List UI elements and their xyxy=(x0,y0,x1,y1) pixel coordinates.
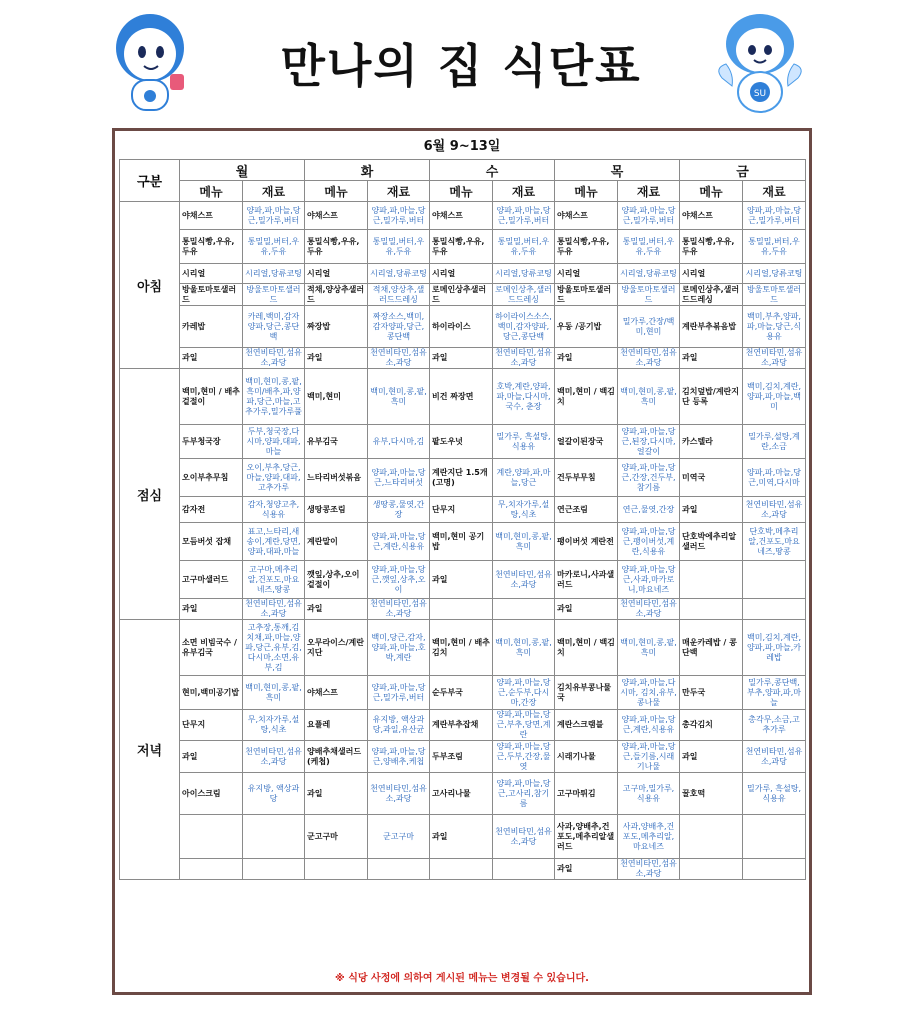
menu-cell: 단무지 xyxy=(430,497,493,523)
ingredient-cell: 양파,파,마늘,당근,밀가루,버터 xyxy=(493,202,555,230)
ingredient-cell: 총각무,소금,고추가루 xyxy=(743,710,806,741)
menu-cell: 총각김치 xyxy=(680,710,743,741)
menu-cell: 아이스크림 xyxy=(180,773,243,815)
menu-cell: 과일 xyxy=(555,859,618,880)
menu-cell: 미역국 xyxy=(680,459,743,497)
day-header: 목 xyxy=(555,160,680,181)
meal-label: 저녁 xyxy=(120,620,180,880)
table-row xyxy=(120,264,806,284)
ingredient-cell: 천연비타민,섬유소,과당 xyxy=(243,741,305,773)
ingredient-cell xyxy=(243,859,305,880)
day-header: 금 xyxy=(680,160,806,181)
ingredient-cell: 천연비타민,섬유소,과당 xyxy=(368,773,430,815)
menu-cell: 로메인상추,샐러드드레싱 xyxy=(680,284,743,306)
menu-cell: 계란스크램블 xyxy=(555,710,618,741)
menu-col-header: 메뉴 xyxy=(680,181,743,202)
ingredient-cell: 유부,다시마,김 xyxy=(368,425,430,459)
ingredient-cell: 양파,파,마늘,당근,간장,건두부,참기름 xyxy=(618,459,680,497)
menu-cell: 과일 xyxy=(305,348,368,369)
table-row xyxy=(120,459,806,497)
menu-cell: 과일 xyxy=(430,815,493,859)
menu-cell: 시래기나물 xyxy=(555,741,618,773)
table-row xyxy=(120,202,806,230)
ingredient-cell: 백미,현미,콩,팥,흑미 xyxy=(618,620,680,676)
menu-cell: 과일 xyxy=(680,348,743,369)
ingredient-cell: 시리얼,당류코팅 xyxy=(618,264,680,284)
menu-cell: 고구마튀김 xyxy=(555,773,618,815)
ingredient-cell: 천연비타민,섬유소,과당 xyxy=(243,599,305,620)
table-row xyxy=(120,306,806,348)
menu-cell: 과일 xyxy=(180,348,243,369)
menu-cell xyxy=(680,859,743,880)
ingredient-cell: 천연비타민,섬유소,과당 xyxy=(493,561,555,599)
menu-cell: 과일 xyxy=(430,561,493,599)
ingredient-cell: 하이라이스소스,백미,감자양파,당근,콩단백 xyxy=(493,306,555,348)
menu-cell: 요플레 xyxy=(305,710,368,741)
menu-cell: 백미,현미 xyxy=(305,369,368,425)
ingredient-cell: 양파,파,마늘,당근,부추,당면,계란 xyxy=(493,710,555,741)
menu-cell: 고구마샐러드 xyxy=(180,561,243,599)
ingredient-cell: 천연비타민,섬유소,과당 xyxy=(743,348,806,369)
table-row xyxy=(120,599,806,620)
ingredient-cell: 백미,현미,콩,팥,흑미/배추,파,양파,당근,마늘,고추가루,밀가루풀 xyxy=(243,369,305,425)
menu-cell: 사과,양배추,건포도,메추리알샐러드 xyxy=(555,815,618,859)
ingredient-cell: 양파,파,마늘,당근,밀가루,버터 xyxy=(243,202,305,230)
menu-cell: 적채,양상추샐러드 xyxy=(305,284,368,306)
ingredient-cell: 밀가루,콩단백,부추,양파,파,마늘 xyxy=(743,676,806,710)
ingredient-cell: 시리얼,당류코팅 xyxy=(368,264,430,284)
table-row xyxy=(120,561,806,599)
ingredient-cell: 방울토마토샐러드 xyxy=(743,284,806,306)
menu-cell: 군고구마 xyxy=(305,815,368,859)
ingredient-cell: 군고구마 xyxy=(368,815,430,859)
ingredient-cell xyxy=(493,599,555,620)
menu-cell: 백미,현미 공기밥 xyxy=(430,523,493,561)
menu-cell: 만두국 xyxy=(680,676,743,710)
ingredient-cell: 양파,파,마늘,당근,된장,다시마,얼갈이 xyxy=(618,425,680,459)
meal-label: 점심 xyxy=(120,369,180,620)
ingredient-cell: 시리얼,당류코팅 xyxy=(743,264,806,284)
menu-cell: 과일 xyxy=(305,773,368,815)
menu-cell: 하이라이스 xyxy=(430,306,493,348)
ingredient-cell: 밀가루,간장/백미,현미 xyxy=(618,306,680,348)
table-row xyxy=(120,859,806,880)
ingredient-cell: 천연비타민,섬유소,과당 xyxy=(618,599,680,620)
menu-col-header: 메뉴 xyxy=(180,181,243,202)
menu-cell: 백미,현미 / 배추김치 xyxy=(430,620,493,676)
menu-cell: 순두부국 xyxy=(430,676,493,710)
mascot-right-icon xyxy=(712,8,808,118)
menu-cell: 우동 /공기밥 xyxy=(555,306,618,348)
ingredient-cell: 오이,부추,당근,마늘,양파,대파,고추가루 xyxy=(243,459,305,497)
ingredient-cell: 백미,현미,콩,팥,흑미 xyxy=(243,676,305,710)
menu-cell: 과일 xyxy=(555,599,618,620)
menu-cell: 시리얼 xyxy=(430,264,493,284)
menu-cell: 두부조림 xyxy=(430,741,493,773)
ingredient-cell: 감자,청양고추,식용유 xyxy=(243,497,305,523)
menu-cell: 오무라이스/계란지단 xyxy=(305,620,368,676)
menu-cell: 계란부추볶음밥 xyxy=(680,306,743,348)
ingredient-cell: 천연비타민,섬유소,과당 xyxy=(618,348,680,369)
ingredient-cell xyxy=(493,859,555,880)
ingredient-cell: 통밀밀,버터,우유,두유 xyxy=(368,230,430,264)
ingredient-cell: 천연비타민,섬유소,과당 xyxy=(618,859,680,880)
ingredient-cell: 천연비타민,섬유소,과당 xyxy=(493,815,555,859)
menu-cell: 과일 xyxy=(305,599,368,620)
ingredient-cell: 양파,파,마늘,당근,밀가루,버터 xyxy=(368,202,430,230)
day-header: 화 xyxy=(305,160,430,181)
table-row xyxy=(120,741,806,773)
menu-table xyxy=(119,159,806,880)
ingredient-cell: 적채,양상추,샐러드드레싱 xyxy=(368,284,430,306)
menu-cell: 모듬버섯 잡채 xyxy=(180,523,243,561)
ingredient-cell: 단호박,메추리알,건포도,마요네즈,땅콩 xyxy=(743,523,806,561)
menu-cell: 통밀식빵,우유,두유 xyxy=(305,230,368,264)
page-title: 만나의 집 식단표 xyxy=(280,39,642,93)
menu-cell: 시리얼 xyxy=(180,264,243,284)
ingredient-cell: 통밀밀,버터,우유,두유 xyxy=(493,230,555,264)
ingredient-cell: 고추장,통깨,김치채,파,마늘,양파,당근,유부,김,다시마,소면,유부,김 xyxy=(243,620,305,676)
menu-cell: 김치유부콩나물국 xyxy=(555,676,618,710)
menu-cell: 카스텔라 xyxy=(680,425,743,459)
menu-cell: 비건 짜장면 xyxy=(430,369,493,425)
ingredient-cell: 양파,파,마늘,당근,순두부,다시마,간장 xyxy=(493,676,555,710)
menu-cell: 과일 xyxy=(430,348,493,369)
menu-cell: 과일 xyxy=(180,599,243,620)
day-header: 월 xyxy=(180,160,305,181)
ingredient-col-header: 재료 xyxy=(618,181,680,202)
menu-cell: 계란부추잡채 xyxy=(430,710,493,741)
menu-cell: 카레밥 xyxy=(180,306,243,348)
ingredient-cell: 밀가루,설탕,계란,소금 xyxy=(743,425,806,459)
menu-cell xyxy=(680,561,743,599)
ingredient-cell: 통밀밀,버터,우유,두유 xyxy=(618,230,680,264)
ingredient-cell: 호박,계란,양파,파,마늘,다시마,국수, 춘장 xyxy=(493,369,555,425)
ingredient-cell: 양파,파,마늘,당근,들기름,시래기나물 xyxy=(618,741,680,773)
menu-cell: 짜장밥 xyxy=(305,306,368,348)
ingredient-cell: 양파,파,마늘,당근,계란,식용유 xyxy=(618,710,680,741)
ingredient-cell: 천연비타민,섬유소,과당 xyxy=(368,348,430,369)
menu-cell xyxy=(430,859,493,880)
menu-cell: 단호박에추리알샐러드 xyxy=(680,523,743,561)
menu-cell: 통밀식빵,우유,두유 xyxy=(430,230,493,264)
table-row xyxy=(120,773,806,815)
ingredient-cell: 양파,파,마늘,당근,깻잎,상추,오이 xyxy=(368,561,430,599)
ingredient-cell: 양파,파,마늘,당근,계란,식용유 xyxy=(368,523,430,561)
menu-cell: 백미,현미 / 배추겉절이 xyxy=(180,369,243,425)
ingredient-cell: 양파,파,마늘,당근,사과,마카로니,마요네즈 xyxy=(618,561,680,599)
ingredient-cell: 밀가루, 흑설탕,식용유 xyxy=(743,773,806,815)
ingredient-cell: 백미,현미,콩,팥,흑미 xyxy=(493,523,555,561)
menu-cell: 시리얼 xyxy=(680,264,743,284)
menu-cell: 현미,백미공기밥 xyxy=(180,676,243,710)
ingredient-cell: 계란,양파,파,마늘,당근 xyxy=(493,459,555,497)
ingredient-cell: 천연비타민,섬유소,과당 xyxy=(743,741,806,773)
menu-cell: 과일 xyxy=(180,741,243,773)
menu-board xyxy=(112,128,812,995)
menu-cell: 과일 xyxy=(680,497,743,523)
ingredient-cell: 짜장소스,백미,감자양파,당근,콩단백 xyxy=(368,306,430,348)
menu-cell: 팥도우넛 xyxy=(430,425,493,459)
menu-cell: 로메인상추샐러드 xyxy=(430,284,493,306)
menu-cell xyxy=(305,859,368,880)
ingredient-cell: 밀가루, 흑설탕,식용유 xyxy=(493,425,555,459)
menu-cell: 통밀식빵,우유,두유 xyxy=(180,230,243,264)
ingredient-cell: 양파,파,마늘,당근,밀가루,버터 xyxy=(618,202,680,230)
ingredient-cell: 양파,파,마늘,당근,느타리버섯 xyxy=(368,459,430,497)
date-range: 6월 9~13일 xyxy=(423,139,501,154)
meal-label: 아침 xyxy=(120,202,180,369)
table-row xyxy=(120,284,806,306)
menu-cell: 느타리버섯볶음 xyxy=(305,459,368,497)
ingredient-col-header: 재료 xyxy=(493,181,555,202)
menu-cell: 고사리나물 xyxy=(430,773,493,815)
ingredient-cell xyxy=(743,599,806,620)
ingredient-cell: 유지방, 액상과당,과일,유산균 xyxy=(368,710,430,741)
menu-cell: 두부청국장 xyxy=(180,425,243,459)
ingredient-cell: 천연비타민,섬유소,과당 xyxy=(493,348,555,369)
mascot-left-icon xyxy=(108,8,192,118)
menu-cell: 소면 비빔국수 / 유부김국 xyxy=(180,620,243,676)
gubun-header: 구분 xyxy=(120,160,180,202)
menu-cell: 생땅콩조림 xyxy=(305,497,368,523)
menu-cell: 유부김국 xyxy=(305,425,368,459)
ingredient-cell: 통밀밀,버터,우유,두유 xyxy=(243,230,305,264)
menu-cell xyxy=(680,599,743,620)
ingredient-cell: 시리얼,당류코팅 xyxy=(243,264,305,284)
menu-cell: 마카로니,사과샐러드 xyxy=(555,561,618,599)
menu-cell: 방울토마토샐러드 xyxy=(555,284,618,306)
day-header: 수 xyxy=(430,160,555,181)
ingredient-cell: 연근,물엿,간장 xyxy=(618,497,680,523)
menu-cell: 야채스프 xyxy=(305,676,368,710)
menu-cell: 백미,현미 / 백김치 xyxy=(555,369,618,425)
ingredient-cell: 천연비타민,섬유소,과당 xyxy=(368,599,430,620)
table-row xyxy=(120,497,806,523)
ingredient-cell: 고구마,밀가루,식용유 xyxy=(618,773,680,815)
menu-cell: 야채스프 xyxy=(680,202,743,230)
menu-col-header: 메뉴 xyxy=(555,181,618,202)
ingredient-cell xyxy=(243,815,305,859)
ingredient-cell xyxy=(743,561,806,599)
table-row xyxy=(120,425,806,459)
table-row xyxy=(120,815,806,859)
menu-cell: 야채스프 xyxy=(180,202,243,230)
menu-cell: 통밀식빵,우유,두유 xyxy=(555,230,618,264)
menu-cell: 김치덮밥/계란지단 등록 xyxy=(680,369,743,425)
table-row xyxy=(120,676,806,710)
table-row xyxy=(120,369,806,425)
table-row xyxy=(120,710,806,741)
ingredient-cell: 백미,현미,콩,팥,흑미 xyxy=(368,369,430,425)
ingredient-cell: 로메인상추,샐러드드레싱 xyxy=(493,284,555,306)
ingredient-cell xyxy=(743,815,806,859)
ingredient-cell: 생땅콩,물엿,간장 xyxy=(368,497,430,523)
ingredient-cell: 카레,백미,감자양파,당근,콩단백 xyxy=(243,306,305,348)
ingredient-cell: 백미,현미,콩,팥,흑미 xyxy=(493,620,555,676)
svg-text:SU: SU xyxy=(753,89,767,99)
ingredient-cell: 사과,양배추,건포도,메추리알,마요네즈 xyxy=(618,815,680,859)
ingredient-cell: 방울토마토샐러드 xyxy=(618,284,680,306)
ingredient-cell: 천연비타민,섬유소,과당 xyxy=(743,497,806,523)
menu-col-header: 메뉴 xyxy=(305,181,368,202)
ingredient-col-header: 재료 xyxy=(743,181,806,202)
menu-cell: 연근조림 xyxy=(555,497,618,523)
menu-cell: 팽이버섯 계란전 xyxy=(555,523,618,561)
ingredient-cell xyxy=(743,859,806,880)
menu-cell: 과일 xyxy=(680,741,743,773)
table-row xyxy=(120,348,806,369)
table-row xyxy=(120,230,806,264)
menu-cell: 야채스프 xyxy=(555,202,618,230)
ingredient-cell xyxy=(368,859,430,880)
menu-cell: 매운카레밥 / 콩단백 xyxy=(680,620,743,676)
menu-cell xyxy=(430,599,493,620)
ingredient-cell: 방울토마토샐러드 xyxy=(243,284,305,306)
menu-cell xyxy=(180,815,243,859)
ingredient-col-header: 재료 xyxy=(243,181,305,202)
ingredient-cell: 고구마,메추리알,건포도,마요네즈,땅콩 xyxy=(243,561,305,599)
menu-cell: 깻잎,상추,오이겉절이 xyxy=(305,561,368,599)
ingredient-cell: 양파,파,마늘,당근,밀가루,버터 xyxy=(743,202,806,230)
ingredient-cell: 양파,파,마늘,당근,밀가루,버터 xyxy=(368,676,430,710)
menu-cell: 꿀호떡 xyxy=(680,773,743,815)
menu-cell: 시리얼 xyxy=(305,264,368,284)
ingredient-cell: 양파,파,마늘,당근,고사리,참기름 xyxy=(493,773,555,815)
ingredient-cell: 천연비타민,섬유소,과당 xyxy=(243,348,305,369)
ingredient-cell: 양파,파,마늘,당근,팽이버섯,계란,식용유 xyxy=(618,523,680,561)
ingredient-cell: 시리얼,당류코팅 xyxy=(493,264,555,284)
ingredient-cell: 무,치자가루,설탕,식초 xyxy=(243,710,305,741)
menu-cell: 야채스프 xyxy=(430,202,493,230)
ingredient-cell: 양파,파,마늘,다시마, 김치,유부,콩나물 xyxy=(618,676,680,710)
menu-cell: 건두부무침 xyxy=(555,459,618,497)
menu-cell: 백미,현미 / 백김치 xyxy=(555,620,618,676)
menu-cell: 오이부추무침 xyxy=(180,459,243,497)
ingredient-cell: 유지방, 액상과당 xyxy=(243,773,305,815)
menu-cell: 계란말이 xyxy=(305,523,368,561)
menu-cell xyxy=(680,815,743,859)
notice-text: ※ 식당 사정에 의하여 게시된 메뉴는 변경될 수 있습니다. xyxy=(335,973,589,984)
ingredient-cell: 백미,김치,계란,양파,파,마늘,카레밥 xyxy=(743,620,806,676)
menu-cell xyxy=(180,859,243,880)
menu-cell: 시리얼 xyxy=(555,264,618,284)
ingredient-cell: 양파,파,마늘,당근,미역,다시마 xyxy=(743,459,806,497)
menu-cell: 얼갈이된장국 xyxy=(555,425,618,459)
menu-cell: 통밀식빵,우유,두유 xyxy=(680,230,743,264)
menu-cell: 양배추채샐러드(케첩) xyxy=(305,741,368,773)
menu-cell: 계란지단 1.5개 (고명) xyxy=(430,459,493,497)
menu-cell: 야채스프 xyxy=(305,202,368,230)
ingredient-cell: 무,치자가루,설탕,식초 xyxy=(493,497,555,523)
ingredient-cell: 백미,당근,감자,양파,파,마늘,호박,계란 xyxy=(368,620,430,676)
ingredient-col-header: 재료 xyxy=(368,181,430,202)
ingredient-cell: 두부,청국장,다시마,양파,대파,마늘 xyxy=(243,425,305,459)
menu-cell: 방울토마토샐러드 xyxy=(180,284,243,306)
menu-cell: 과일 xyxy=(555,348,618,369)
ingredient-cell: 양파,파,마늘,당근,두부,간장,물엿 xyxy=(493,741,555,773)
table-row xyxy=(120,620,806,676)
ingredient-cell: 양파,파,마늘,당근,양배추,케첩 xyxy=(368,741,430,773)
ingredient-cell: 백미,부추,양파,파,마늘,당근,식용유 xyxy=(743,306,806,348)
ingredient-cell: 백미,현미,콩,팥,흑미 xyxy=(618,369,680,425)
table-row xyxy=(120,523,806,561)
ingredient-cell: 통밀밀,버터,우유,두유 xyxy=(743,230,806,264)
menu-cell: 단무지 xyxy=(180,710,243,741)
menu-cell: 감자전 xyxy=(180,497,243,523)
ingredient-cell: 백미,김치,계란,양파,파,마늘,백미 xyxy=(743,369,806,425)
ingredient-cell: 표고,느타리,새송이,계란,당면,양파,대파,마늘 xyxy=(243,523,305,561)
menu-col-header: 메뉴 xyxy=(430,181,493,202)
